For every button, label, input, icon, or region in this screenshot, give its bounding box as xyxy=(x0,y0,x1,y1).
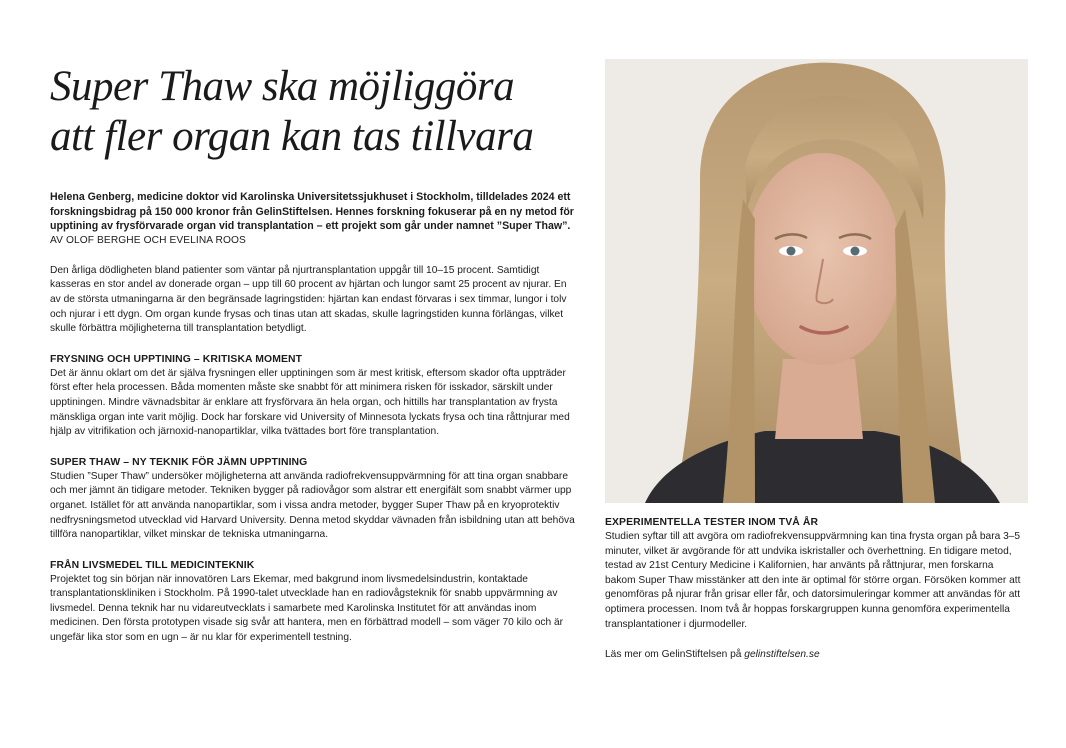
section-heading-experimental-tests: EXPERIMENTELLA TESTER INOM TVÅ ÅR xyxy=(605,517,819,528)
read-more xyxy=(605,648,1025,663)
section-text-food-to-medtech: Projektet tog sin början när innovatören Lars Ekemar, med bakgrund inom livsmedelsindustrin, kontaktade transplantationskliniken i Stockholm. På 1990-talet utvecklade han en radiovågsteknik för snabb uppvärmning av livsmedel. Denna teknik har nu vidareutvecklats i samarbete med Karolinska Institutet för att användas inom medicinen. Den första prototypen visade sig svår att hantera, men en förbättrad modell – som väger 70 kilo och är ungefär lika stor som en ugn – är nu klar för experimentell testning. xyxy=(50,573,564,644)
intro-paragraph: Den årliga dödligheten bland patienter som väntar på njurtransplantation uppgår till 10–15 procent. Samtidigt kasseras en stor andel av donerade organ – upp till 60 procent av hjärtan och lungor samt 25 procent av njurar. En av de största utmaningarna är den begränsade lagringstiden: hjärtan kan endast förvaras i sex timmar, lungor i tolv och njurar i ett dygn. Om organ kunde frysas och tinas utan att skadas, skulle lagringstiden kunna förlängas, vilket skulle förbättra möjligheterna till transplantation betydligt. xyxy=(50,264,567,335)
section-heading-super-thaw: SUPER THAW – NY TEKNIK FÖR JÄMN UPPTINING xyxy=(50,456,308,468)
section-text-experimental-tests: Studien syftar till att avgöra om radiofrekvensuppvärmning kan tina frysta organ på bara 3–5 minuter, vilket är avgörande för att undvika iskristaller och överhettning. En tidigare metod, testad av 21st Century Medicine i Kalifornien, har använts på råttnjurar, men forskarna bakom Super Thaw misstänker att den inte är optimal för större organ. Försöken kommer att genomföras på njurar från grisar eller får, och datorsimuleringar kommer att användas för att optimera processen. Inom två år hoppas forskargruppen kunna genomföra experimentella transplantationer i djurmodeller. xyxy=(605,531,1021,630)
section-heading-food-to-medtech: FRÅN LIVSMEDEL TILL MEDICINTEKNIK xyxy=(50,559,255,571)
article-left-column xyxy=(50,62,580,646)
website-link[interactable]: gelinstiftelsen.se xyxy=(744,649,820,661)
portrait-photo xyxy=(605,59,1028,503)
article-title xyxy=(50,62,580,162)
read-more-prefix: Läs mer om GelinStiftelsen på xyxy=(605,649,745,661)
article-right-column xyxy=(605,516,1025,663)
lead-paragraph: Helena Genberg, medicine doktor vid Karolinska Universitetssjukhuset i Stockholm, tilldelades 2024 ett forskningsbidrag på 150 000 kronor från GelinStiftelsen. Hennes forskning fokuserar på en ny metod för upptining av frysförvarade organ vid transplantation – ett projekt som går under namnet ”Super Thaw”. xyxy=(50,191,574,233)
portrait-illustration xyxy=(605,59,1028,503)
title-line-2: att fler organ kan tas tillvara xyxy=(50,113,534,160)
title-line-1: Super Thaw ska möjliggöra xyxy=(50,63,515,110)
byline: AV OLOF BERGHE OCH EVELINA ROOS xyxy=(50,234,246,246)
section-heading-freezing: FRYSNING OCH UPPTINING – KRITISKA MOMENT xyxy=(50,353,303,365)
section-text-super-thaw: Studien ”Super Thaw” undersöker möjligheterna att använda radiofrekvensuppvärmning för att tina organ snabbare och mer jämnt än tidigare metoder. Tekniken bygger på radiovågor som alstrar ett energifält som snabbt värmer upp organet. Istället för att använda nanopartiklar, som i vissa andra metoder, bygger Super Thaw på en kryoprotektiv nedfrysningsmetod utvecklad vid Harvard University. Denna metod skyddar vävnaden från isbildning utan att behöva tillföra nanopartiklar, vilket minskar de tekniska utmaningarna. xyxy=(50,470,575,541)
section-text-freezing: Det är ännu oklart om det är själva frysningen eller upptiningen som är mest kritisk, eftersom skador ofta uppträder först efter hela processen. Båda momenten måste ske snabbt för att minimera risken för isskador, särskilt under upptiningen. Mindre vävnadsbitar är enklare att frysförvara än hela organ, och hittills har transplantation av frysta mänskliga organ inte varit möjlig. Dock har forskare vid University of Minnesota lyckats frysa och tina råttnjurar med hjälp av vitrifikation och järnoxid-nanopartiklar, vilka tvättades bort före transplantation. xyxy=(50,367,570,438)
